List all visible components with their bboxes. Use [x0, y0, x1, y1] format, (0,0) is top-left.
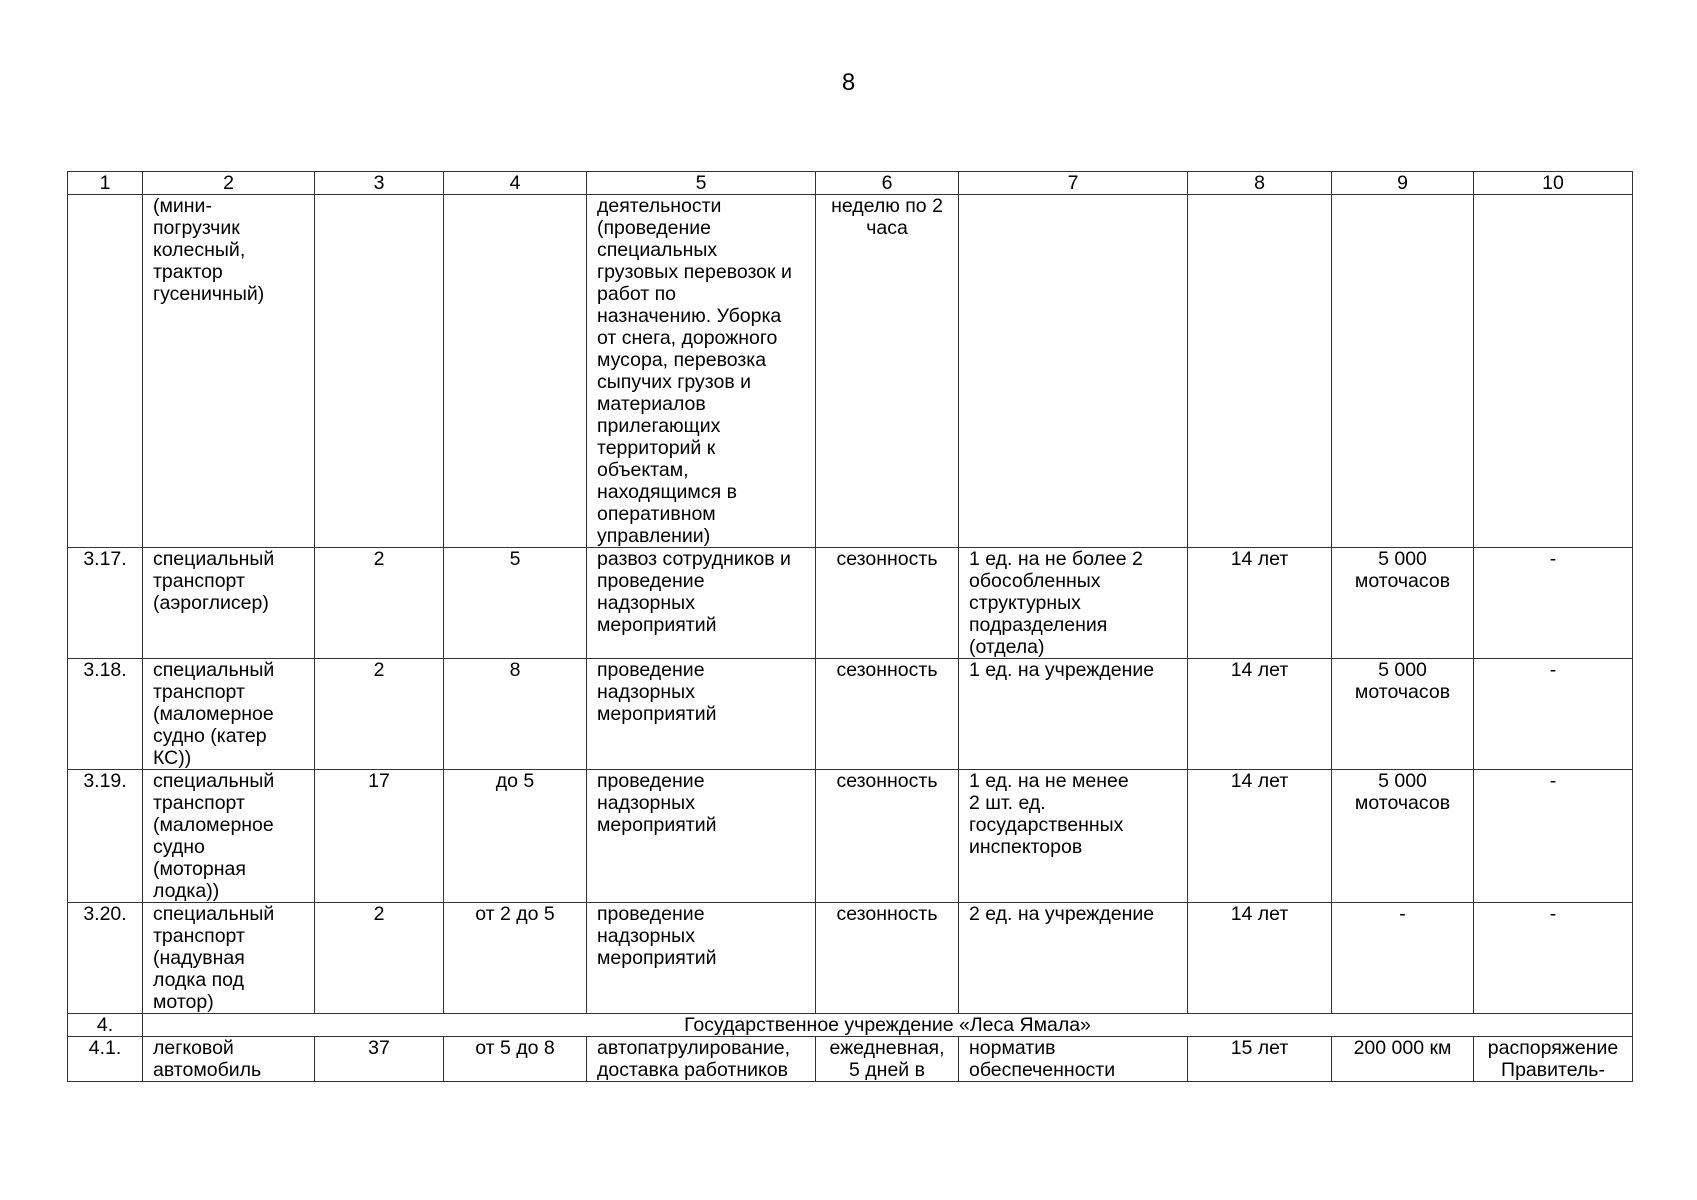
legal-basis: -	[1474, 770, 1633, 903]
service-life: 14 лет	[1188, 770, 1332, 903]
vehicle-type: специальный транспорт (маломерное судно (катер КС))	[143, 659, 315, 770]
column-number: 10	[1474, 172, 1633, 195]
vehicle-count: 2	[315, 659, 444, 770]
vehicle-count: 37	[315, 1037, 444, 1082]
usage-mode: сезонность	[816, 770, 959, 903]
vehicle-count: 17	[315, 770, 444, 903]
mileage-limit: 5 000 моточасов	[1332, 770, 1474, 903]
table-row	[68, 659, 1633, 770]
supply-norm	[959, 195, 1188, 548]
column-number: 8	[1188, 172, 1332, 195]
table-row	[68, 903, 1633, 1014]
seat-count: 8	[444, 659, 587, 770]
row-number: 3.18.	[68, 659, 143, 770]
legal-basis: -	[1474, 659, 1633, 770]
usage-mode: сезонность	[816, 548, 959, 659]
table-row	[68, 1037, 1633, 1082]
vehicle-purpose: развоз сотрудников и проведение надзорных мероприятий	[587, 548, 816, 659]
seat-count: 5	[444, 548, 587, 659]
section-number: 4.	[68, 1014, 143, 1037]
column-number: 7	[959, 172, 1188, 195]
table-row	[68, 195, 1633, 548]
vehicle-purpose: деятельности (проведение специальных грузовых перевозок и работ по назначению. Уборка от снега, дорожного мусора, перевозка сыпучих грузов и материалов прилегающих территорий к объектам, находящимся в оперативном управлении)	[587, 195, 816, 548]
usage-mode: сезонность	[816, 659, 959, 770]
usage-mode: ежедневная, 5 дней в	[816, 1037, 959, 1082]
section-title: Государственное учреждение «Леса Ямала»	[143, 1014, 1633, 1037]
supply-norm: 1 ед. на учреждение	[959, 659, 1188, 770]
vehicle-type: специальный транспорт (аэроглисер)	[143, 548, 315, 659]
supply-norm: 1 ед. на не менее 2 шт. ед. государственных инспекторов	[959, 770, 1188, 903]
legal-basis: -	[1474, 548, 1633, 659]
row-number	[68, 195, 143, 548]
page-number: 8	[841, 69, 856, 96]
service-life: 15 лет	[1188, 1037, 1332, 1082]
usage-mode: неделю по 2 часа	[816, 195, 959, 548]
row-number: 4.1.	[68, 1037, 143, 1082]
legal-basis: -	[1474, 903, 1633, 1014]
vehicle-type: специальный транспорт (маломерное судно (моторная лодка))	[143, 770, 315, 903]
legal-basis	[1474, 195, 1633, 548]
seat-count: от 2 до 5	[444, 903, 587, 1014]
vehicle-count: 2	[315, 548, 444, 659]
vehicle-count: 2	[315, 903, 444, 1014]
vehicle-purpose: проведение надзорных мероприятий	[587, 903, 816, 1014]
column-number: 2	[143, 172, 315, 195]
mileage-limit: 5 000 моточасов	[1332, 659, 1474, 770]
column-number: 1	[68, 172, 143, 195]
column-number: 6	[816, 172, 959, 195]
vehicle-purpose: проведение надзорных мероприятий	[587, 770, 816, 903]
table-row	[68, 548, 1633, 659]
vehicle-type: специальный транспорт (надувная лодка под мотор)	[143, 903, 315, 1014]
column-number: 5	[587, 172, 816, 195]
vehicle-purpose: автопатрулирование, доставка работников	[587, 1037, 816, 1082]
mileage-limit: 200 000 км	[1332, 1037, 1474, 1082]
column-number-row	[68, 172, 1633, 195]
mileage-limit: 5 000 моточасов	[1332, 548, 1474, 659]
usage-mode: сезонность	[816, 903, 959, 1014]
section-row	[68, 1014, 1633, 1037]
column-number: 9	[1332, 172, 1474, 195]
mileage-limit: -	[1332, 903, 1474, 1014]
vehicle-type: (мини- погрузчик колесный, трактор гусеничный)	[143, 195, 315, 548]
table-row	[68, 770, 1633, 903]
mileage-limit	[1332, 195, 1474, 548]
row-number: 3.19.	[68, 770, 143, 903]
column-number: 3	[315, 172, 444, 195]
service-life: 14 лет	[1188, 903, 1332, 1014]
service-life: 14 лет	[1188, 548, 1332, 659]
row-number: 3.20.	[68, 903, 143, 1014]
vehicle-purpose: проведение надзорных мероприятий	[587, 659, 816, 770]
seat-count	[444, 195, 587, 548]
row-number: 3.17.	[68, 548, 143, 659]
vehicle-type: легковой автомобиль	[143, 1037, 315, 1082]
supply-norm: норматив обеспеченности	[959, 1037, 1188, 1082]
column-number: 4	[444, 172, 587, 195]
vehicle-norms-table	[67, 171, 1633, 1082]
service-life	[1188, 195, 1332, 548]
vehicle-count	[315, 195, 444, 548]
supply-norm: 1 ед. на не более 2 обособленных структурных подразделения (отдела)	[959, 548, 1188, 659]
legal-basis: распоряжение Правитель-	[1474, 1037, 1633, 1082]
seat-count: до 5	[444, 770, 587, 903]
seat-count: от 5 до 8	[444, 1037, 587, 1082]
supply-norm: 2 ед. на учреждение	[959, 903, 1188, 1014]
service-life: 14 лет	[1188, 659, 1332, 770]
